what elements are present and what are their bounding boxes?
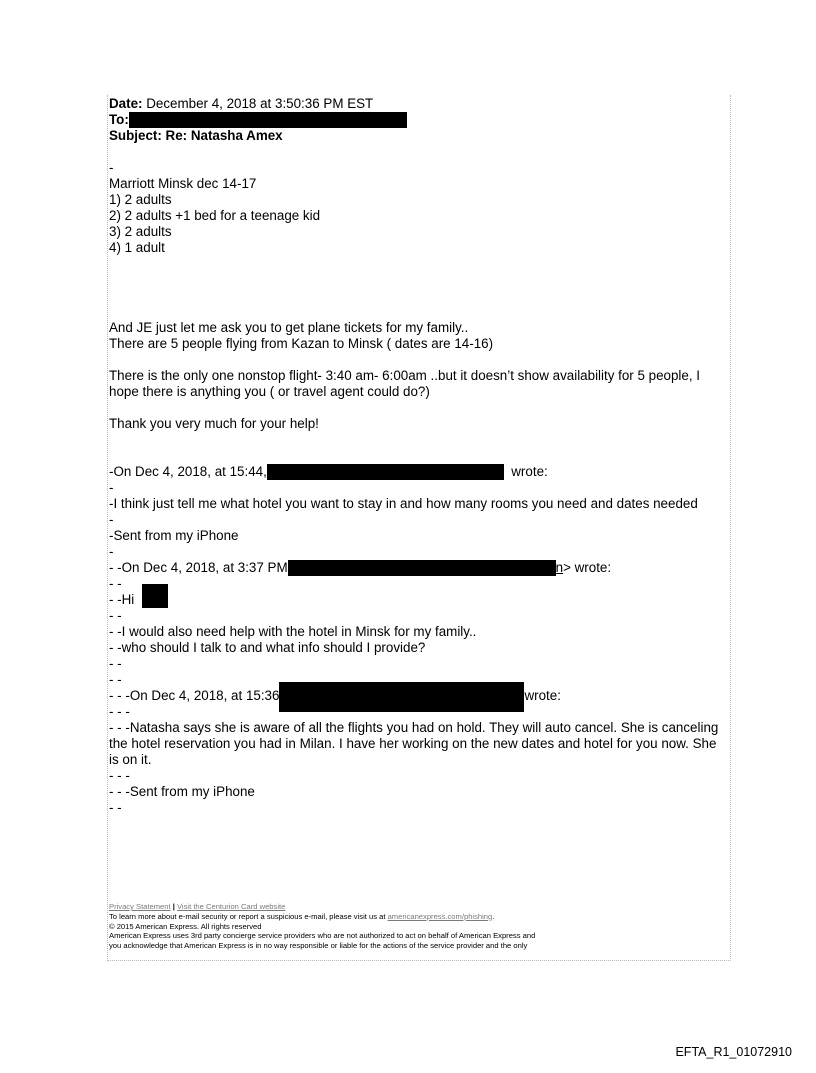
disclaimer-line: American Express uses 3rd party concierge service providers who are not authorized to act on behalf of American Express and xyxy=(109,931,536,941)
reply-dash: - xyxy=(109,160,114,175)
quote-dash: - - xyxy=(109,576,122,591)
footer-links xyxy=(109,902,729,912)
hi-text: - -Hi xyxy=(109,592,135,607)
quote-dash: - xyxy=(109,544,114,559)
copyright: © 2015 American Express. All rights reserved xyxy=(109,921,262,931)
quote-text: - -who should I talk to and what info should I provide? xyxy=(109,640,426,655)
redaction-bar xyxy=(288,560,556,576)
quote-hi xyxy=(109,592,729,608)
date-line xyxy=(109,96,729,112)
quote-text: - -I would also need help with the hotel in Minsk for my family.. xyxy=(109,624,477,639)
room-item: 4) 1 adult xyxy=(109,240,165,255)
date-label: Date: xyxy=(109,96,143,111)
quote-on-text: - -On Dec 4, 2018, at 3:37 PM xyxy=(109,560,288,575)
centurion-link[interactable]: Visit the Centurion Card website xyxy=(177,902,286,911)
quote-paragraph: - - -Natasha says she is aware of all the flights you had on hold. They will auto cancel. She is canceling the hotel reservation you had in Milan. I have her working on the new dates and hotel for you now. She is on it. xyxy=(109,720,719,767)
quote-dash: - - xyxy=(109,672,122,687)
quote-wrote-text: wrote: xyxy=(511,464,548,479)
quote-dash: - xyxy=(109,480,114,495)
paragraph-line: There are 5 people flying from Kazan to Minsk ( dates are 14-16) xyxy=(109,336,494,351)
quote-on-text: -On Dec 4, 2018, at 15:44, xyxy=(109,464,267,479)
security-text: To learn more about e-mail security or report a suspicious e-mail, please visit us at xyxy=(109,911,386,921)
hotel-line: Marriott Minsk dec 14-17 xyxy=(109,176,257,191)
quote-dash: - - xyxy=(109,608,122,623)
quote-dash: - - - xyxy=(109,704,130,719)
room-item: 3) 2 adults xyxy=(109,224,172,239)
redaction-bar xyxy=(142,584,168,608)
quote-header xyxy=(109,464,729,480)
quote-on-text: - - -On Dec 4, 2018, at 15:36 xyxy=(109,688,280,703)
email-body xyxy=(109,96,729,816)
thanks-line: Thank you very much for your help! xyxy=(109,416,319,431)
room-item: 2) 2 adults +1 bed for a teenage kid xyxy=(109,208,321,223)
redaction-bar xyxy=(279,682,524,712)
quote-header xyxy=(109,688,729,704)
date-value: December 4, 2018 at 3:50:36 PM EST xyxy=(146,96,374,111)
quote-text: -I think just tell me what hotel you want to stay in and how many rooms you need and dates needed xyxy=(109,496,698,511)
room-item: 1) 2 adults xyxy=(109,192,172,207)
quote-header xyxy=(109,560,729,576)
quote-dash: - - xyxy=(109,800,122,815)
quote-sent: - - -Sent from my iPhone xyxy=(109,784,255,799)
redaction-bar xyxy=(129,112,407,128)
subject-line: Subject: Re: Natasha Amex xyxy=(109,128,283,143)
quote-sent: -Sent from my iPhone xyxy=(109,528,239,543)
paragraph: There is the only one nonstop flight- 3:40 am- 6:00am ..but it doesn’t show availability for 5 people, I hope there is anything you ( or travel agent could do?) xyxy=(109,368,701,399)
security-notice xyxy=(109,912,729,922)
quote-dash: - xyxy=(109,512,114,527)
quote-wrote-text: wrote: xyxy=(524,688,561,703)
link-separator: | xyxy=(172,902,175,911)
quote-dash: - - xyxy=(109,656,122,671)
phishing-link[interactable]: americanexpress.com/phishing xyxy=(387,911,493,921)
redaction-bar xyxy=(267,464,504,480)
document-id: EFTA_R1_01072910 xyxy=(675,1045,792,1059)
email-footer xyxy=(109,902,729,951)
quote-wrote-text: > wrote: xyxy=(563,560,612,575)
privacy-link[interactable]: Privacy Statement xyxy=(109,902,171,911)
disclaimer-line: you acknowledge that American Express is in no way responsible or liable for the actions of the service provider and the only xyxy=(109,941,528,951)
quote-dash: - - - xyxy=(109,768,130,783)
to-label: To: xyxy=(109,112,129,127)
to-line xyxy=(109,112,729,128)
paragraph-line: And JE just let me ask you to get plane tickets for my family.. xyxy=(109,320,469,335)
period: . xyxy=(492,911,495,921)
email-fragment: n xyxy=(555,560,564,575)
